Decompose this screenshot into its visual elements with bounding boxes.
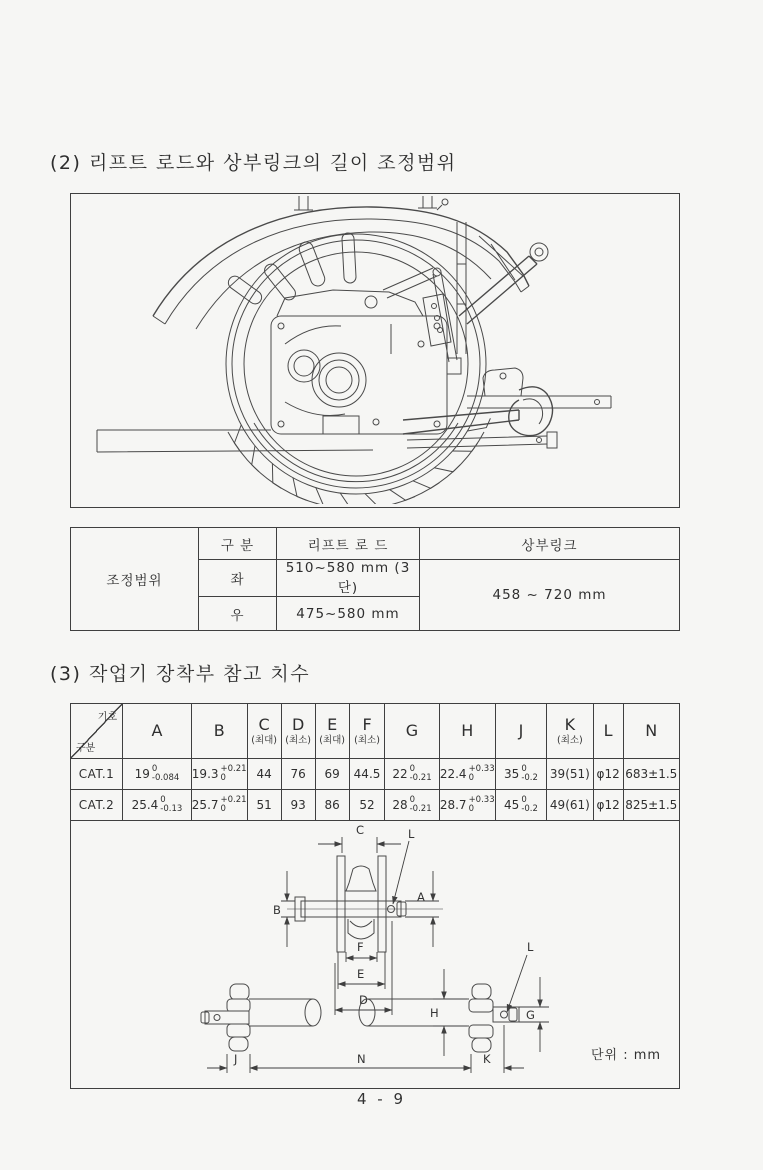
dim-col-N: N <box>623 704 679 759</box>
corner-top-label: 기호 <box>97 712 118 723</box>
unit-label: 단위 : mm <box>591 1048 662 1063</box>
svg-text:D: D <box>359 993 368 1007</box>
adjust-range-table <box>70 527 680 631</box>
svg-text:F: F <box>357 940 364 954</box>
svg-text:J: J <box>234 1052 238 1066</box>
dim-col-J: J <box>495 704 546 759</box>
svg-text:B: B <box>273 903 281 917</box>
mount-dimensions-box <box>70 703 680 1089</box>
dim-col-C: C (최대) <box>247 704 281 759</box>
svg-text:H: H <box>430 1006 439 1020</box>
svg-text:K: K <box>483 1052 491 1066</box>
col-header-lift-rod: 리프트 로 드 <box>277 528 420 560</box>
tractor-rear-drawing <box>71 194 676 504</box>
hitch-overview-figure <box>70 193 680 508</box>
page-number: 4 - 9 <box>356 1090 407 1108</box>
svg-text:L: L <box>408 827 415 841</box>
upper-link-range: 458 ~ 720 mm <box>420 560 680 631</box>
dimension-table <box>71 704 679 821</box>
lower-link-left-detail <box>201 984 321 1073</box>
dim-col-H: H <box>439 704 495 759</box>
svg-text:G: G <box>526 1008 535 1022</box>
mount-dimension-diagram <box>71 821 676 1087</box>
svg-text:E: E <box>357 967 365 981</box>
table-row-cat2: CAT.2 25.4 0 -0.13 25.7 +0.21 0 51 93 86 52 28 0 -0.21 28.7 +0.33 0 45 0 -0.2 49(61) φ12 825±1.5 <box>71 790 679 821</box>
col-header-upper-link: 상부링크 <box>420 528 680 560</box>
dim-col-G: G <box>385 704 439 759</box>
svg-text:L: L <box>527 940 534 954</box>
section-3-heading: (3) 작업기 장착부 참고 치수 <box>50 663 311 685</box>
lift-rod-right-range: 475~580 mm <box>277 597 420 631</box>
side-left: 좌 <box>199 560 277 597</box>
cat1-label: CAT.1 <box>71 759 123 790</box>
side-right: 우 <box>199 597 277 631</box>
dim-col-B: B <box>191 704 247 759</box>
dim-col-A: A <box>123 704 192 759</box>
cat2-label: CAT.2 <box>71 790 123 821</box>
dim-col-L: L <box>593 704 623 759</box>
svg-text:A: A <box>417 890 425 904</box>
dim-col-K: K (최소) <box>547 704 594 759</box>
corner-cell <box>71 704 123 759</box>
lift-rod-left-range: 510~580 mm (3단) <box>277 560 420 597</box>
upper-link-detail <box>273 823 443 1015</box>
n-label: N <box>357 1052 366 1066</box>
col-header-gubun: 구 분 <box>199 528 277 560</box>
svg-text:C: C <box>356 823 365 837</box>
corner-bottom-label: 구분 <box>76 743 96 754</box>
lower-link-right-detail <box>359 940 549 1073</box>
section-2-heading: (2) 리프트 로드와 상부링크의 길이 조정범위 <box>50 152 457 174</box>
dim-col-F: F (최소) <box>349 704 385 759</box>
adjust-row-label: 조정범위 <box>71 528 199 631</box>
dim-col-E: E (최대) <box>315 704 349 759</box>
table-row-cat1: CAT.1 19 0 -0.084 19.3 +0.21 0 44 76 69 44.5 22 0 -0.21 22.4 +0.33 0 35 0 -0.2 39(51) φ12 683±1.5 <box>71 759 679 790</box>
dim-col-D: D (최소) <box>281 704 315 759</box>
